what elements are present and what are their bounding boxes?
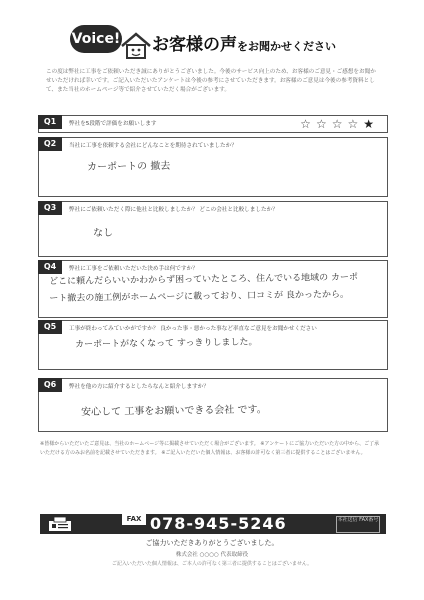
house-icon [118, 30, 154, 60]
question-block-q4 [38, 260, 388, 318]
answer-text: カーポートの 撤去 [87, 160, 171, 173]
rating-stars [300, 117, 379, 131]
thanks-text: ご協力いただきありがとうございました。 [145, 539, 279, 547]
star-icon: ☆ [300, 117, 316, 131]
page-title [152, 30, 336, 55]
question-block-q6 [38, 378, 388, 432]
privacy-text: ご記入いただいた個人情報は、ご本人の許可なく第三者に提供することはございません。 [111, 561, 313, 567]
intro-text: この度は弊社に工事をご依頼いただき誠にありがとうございました。今後のサービス向上のため、お客様のご意見・ご感想をお聞かせいただければ幸いです。ご記入いただいたアンケートは今後の参考にさせていただきます。お客様のご意見は今後の参考資料として、また当社のホームページ等で紹介させていただく場合がございます。 [46, 69, 376, 93]
question-block-q5 [38, 320, 388, 370]
fax-note-box: 本社送信 FAX番号 [336, 516, 380, 533]
question-text: 弊社にご依頼いただく際に他社と比較しましたか？ どこの会社と比較しましたか？ [69, 207, 278, 213]
question-text: 工事が終わってみていかがですか？ 良かった事・悪かった事など率直なご意見をお聞かせください [69, 326, 317, 332]
question-label: Q2 [38, 137, 62, 151]
question-label: Q6 [38, 378, 62, 392]
question-text: 弊社を他の方に紹介するとしたらなんと紹介しますか？ [69, 384, 209, 390]
voice-badge: Voice! [70, 25, 122, 53]
question-text: 当社に工事を依頼する会社にどんなことを期待されていましたか？ [69, 143, 237, 149]
question-label: Q4 [38, 260, 62, 274]
question-label: Q3 [38, 201, 62, 215]
company-text: 株式会社 ○○○○ 代表取締役 [175, 552, 249, 558]
star-icon: ★ [363, 117, 379, 131]
question-label: Q1 [38, 115, 62, 129]
question-text: 弊社に工事をご依頼いただいた決め手は何ですか？ [69, 266, 198, 272]
question-block-q1 [38, 115, 388, 133]
answer-text: なし [93, 227, 114, 239]
fax-bar [40, 514, 386, 534]
answer-text: どこに頼んだらいいかわからず困っていたところ、住んでいる地域の カーポート撤去の施工例がホームページに載っており、口コミが 良かったから。 [49, 272, 359, 304]
question-block-q3 [38, 201, 388, 257]
fax-machine-icon [48, 516, 72, 532]
answer-text: カーポートがなくなって すっきりしました。 [75, 337, 258, 350]
star-icon: ☆ [347, 117, 364, 131]
notes-text: ※皆様からいただいたご意見は、当社のホームページ等に掲載させていただく場合がございます。 ※アンケートにご協力いただいた方の中から、ご了承いただける方のみお名前を記載させていただきます。 ※ご記入いただいた個人情報は、お客様の許可なく第三者に提供することはございません。 [40, 441, 380, 456]
title-small: をお聞かせください [237, 40, 336, 53]
fax-label: FAX [122, 514, 146, 525]
question-label: Q5 [38, 320, 62, 334]
fax-number: 078-945-5246 [150, 514, 287, 533]
title-main: お客様の声 [152, 35, 237, 55]
star-icon: ☆ [331, 117, 348, 131]
question-block-q2 [38, 137, 388, 197]
answer-text: 安心して 工事をお願いできる会社 です。 [81, 404, 267, 418]
star-icon: ☆ [315, 117, 332, 131]
question-text: 弊社を5段階で評価をお願いします [69, 121, 157, 127]
